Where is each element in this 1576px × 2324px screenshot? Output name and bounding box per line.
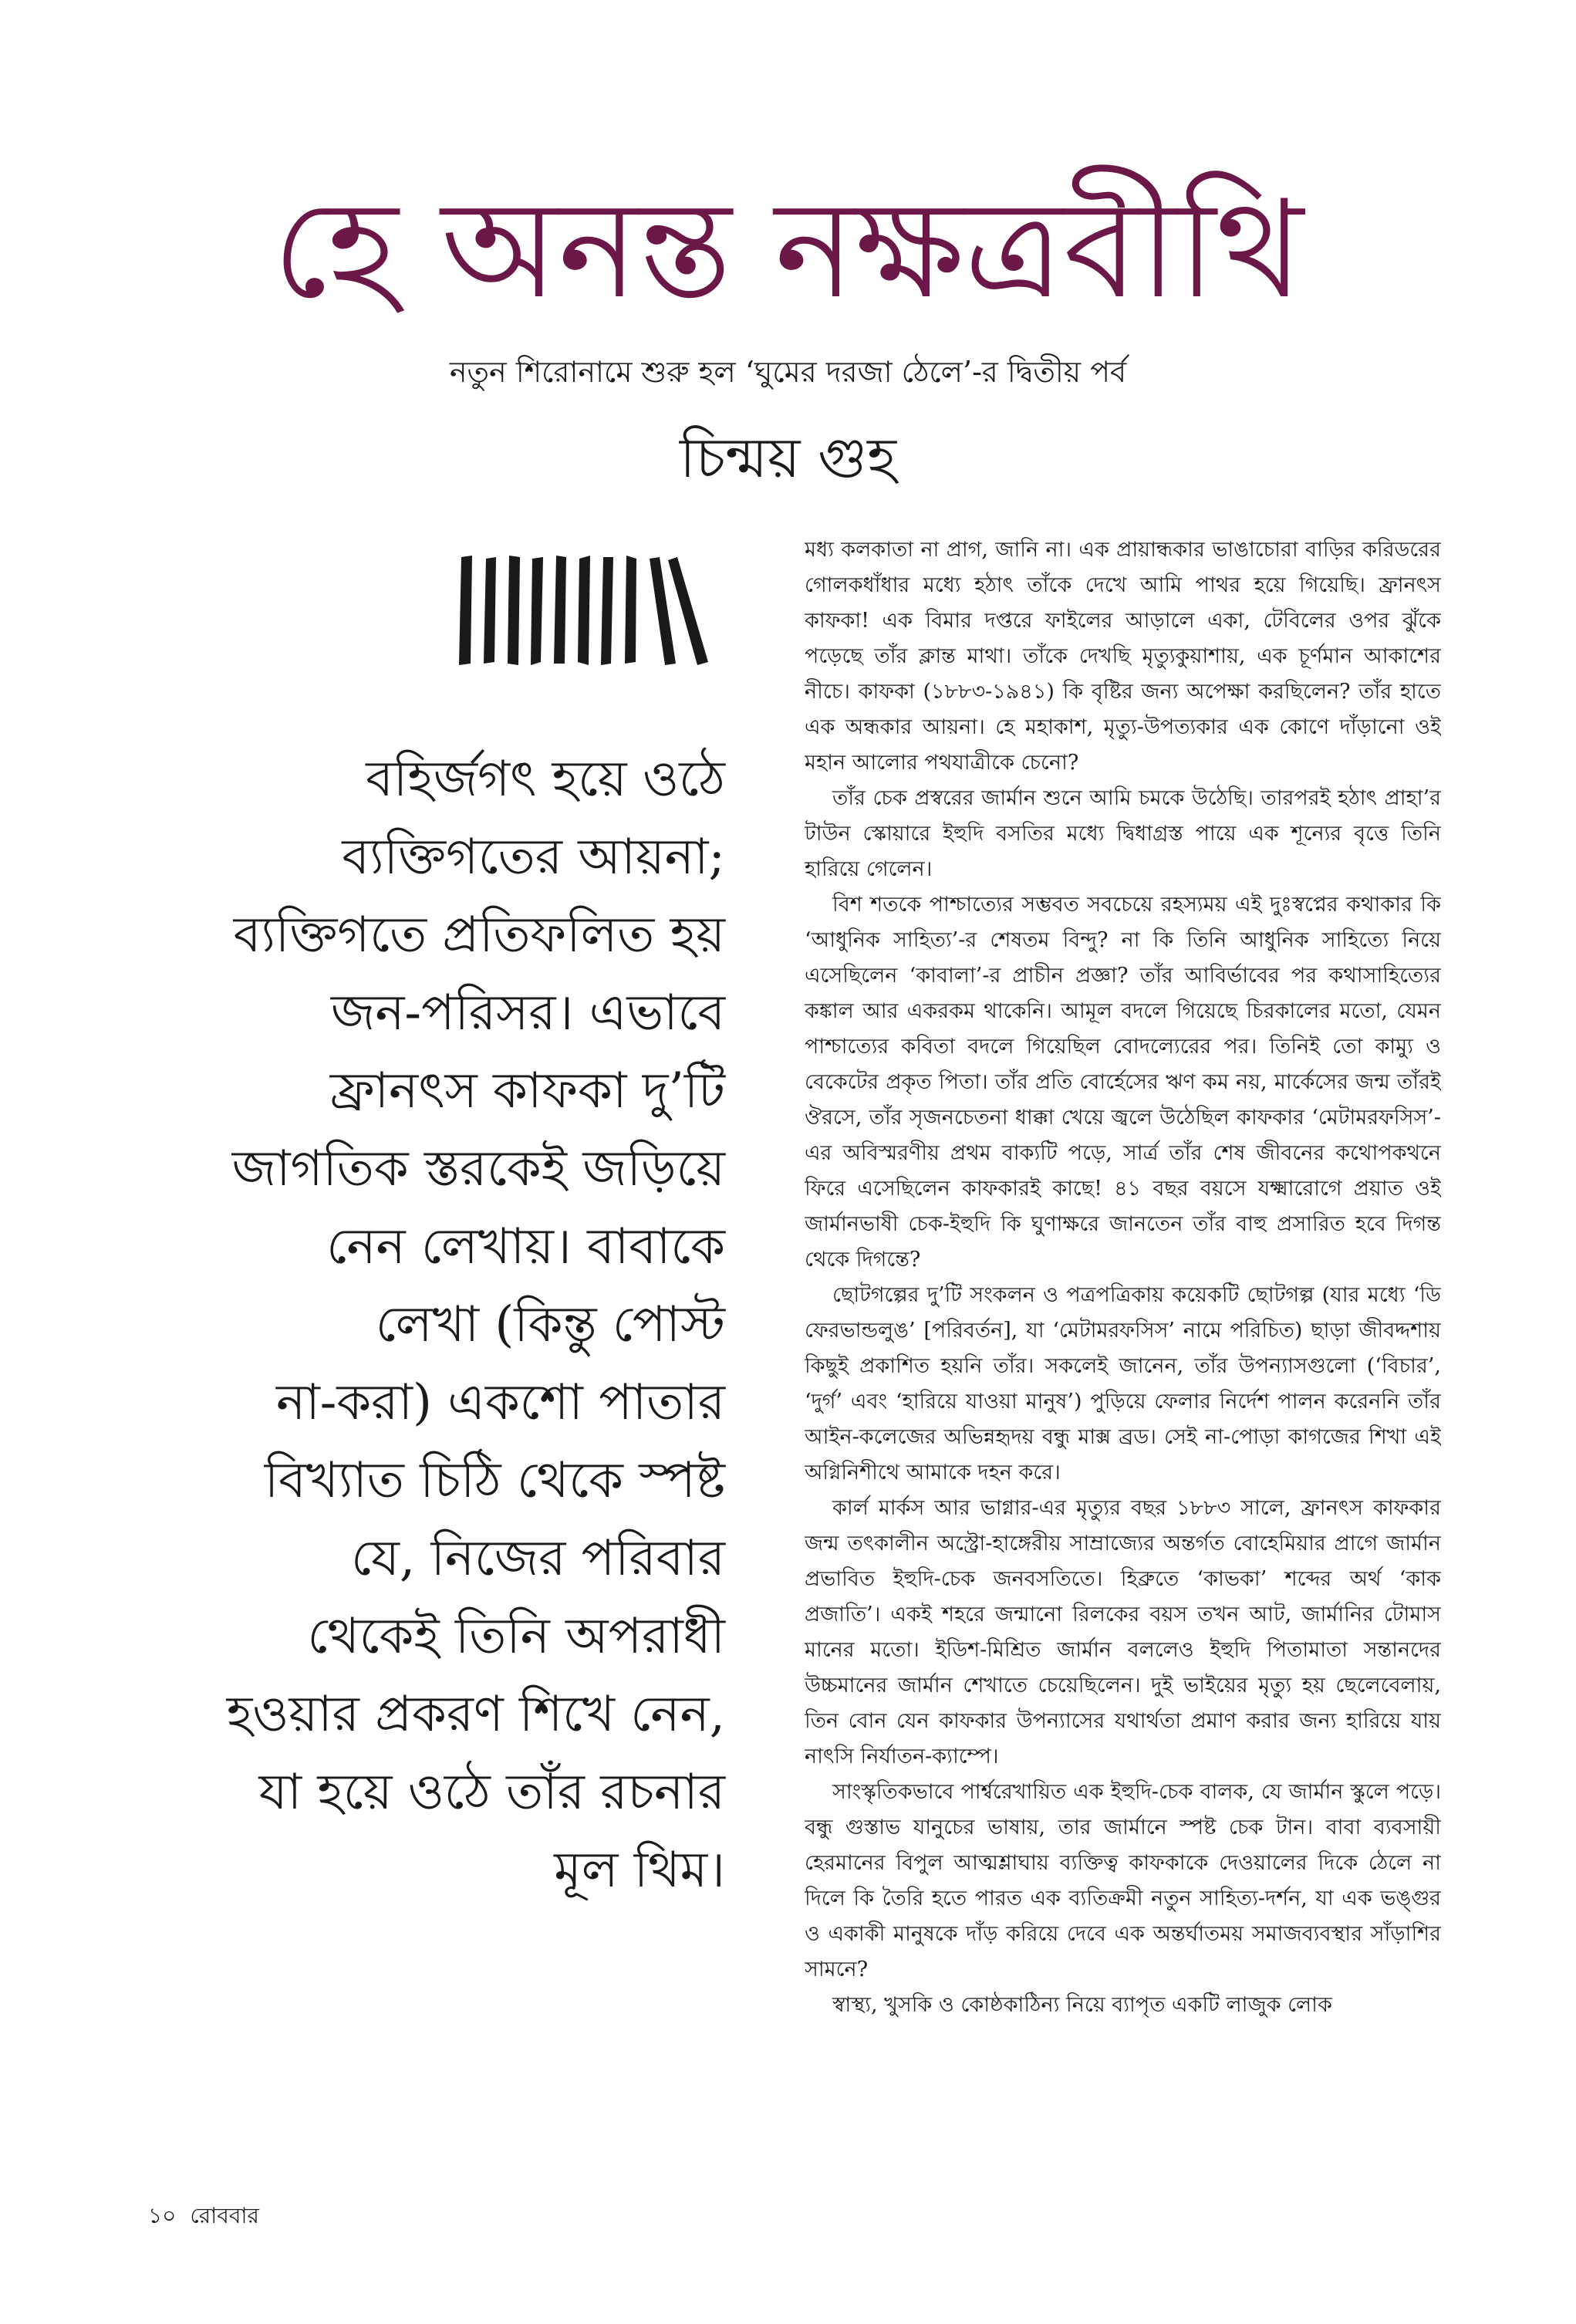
publication-name: রোববার <box>190 2203 259 2228</box>
page-footer <box>148 2201 273 2231</box>
pull-quote-line: ব্যক্তিগতের আয়না; <box>342 829 725 886</box>
pull-quote-line: যা হয়ে ওঠে তাঁর রচনার <box>258 1764 725 1821</box>
body-paragraph: মধ্য কলকাতা না প্রাগ, জানি না। এক প্রায়ান্ধকার ভাঙাচোরা বাড়ির করিডরের গোলকধাঁধার মধ্যে হঠাৎ তাঁকে দেখে আমি পাথর হয়ে গিয়েছি। ফ্রানৎস কাফকা! এক বিমার দপ্তরে ফাইলের আড়ালে একা, টেবিলের ওপর ঝুঁকে পড়েছে তাঁর ক্লান্ত মাথা। তাঁকে দেখছি মৃত্যুকুয়াশায়, এক চূর্ণমান আকাশের নীচে। কাফকা (১৮৮৩-১৯৪১) কি বৃষ্টির জন্য অপেক্ষা করছিলেন? তাঁর হাতে এক অন্ধকার আয়না। হে মহাকাশ, মৃত্যু-উপত্যকার এক কোণে দাঁড়ানো ওই মহান আলোর পথযাত্রীকে চেনো? <box>805 538 1441 775</box>
pull-quote-line: না-করা) একশো পাতার <box>276 1374 725 1431</box>
body-paragraph: ছোটগল্পের দু’টি সংকলন ও পত্রপত্রিকায় কয়েকটি ছোটগল্প (যার মধ্যে ‘ডি ফেরভান্ডলুঙ’ [পরিবর্তন], যা ‘মেটামরফসিস’ নামে পরিচিত) ছাড়া জীবদ্দশায় কিছুই প্রকাশিত হয়নি তাঁর। সকলেই জানেন, তাঁর উপন্যাসগুলো (‘বিচার’, ‘দুর্গ’ এবং ‘হারিয়ে যাওয়া মানুষ’) পুড়িয়ে ফেলার নির্দেশ পালন করেননি তাঁর আইন-কলেজের অভিন্নহৃদয় বন্ধু মাক্স ব্রড। সেই না-পোড়া কাগজের শিখা এই অগ্নিনিশীথে আমাকে দহন করে। <box>805 1283 1441 1485</box>
pull-quote-line: লেখা (কিন্তু পোস্ট <box>375 1296 725 1353</box>
ornament-strokes-icon <box>447 548 717 671</box>
byline: চিন্ময় গুহ <box>680 425 896 490</box>
body-paragraph: তাঁর চেক প্রস্বরের জার্মান শুনে আমি চমকে উঠেছি। তারপরই হঠাৎ প্রাহা’র টাউন স্কোয়ারে ইহুদি বসতির মধ্যে দ্বিধাগ্রস্ত পায়ে এক শূন্যের বৃত্তে তিনি হারিয়ে গেলেন। <box>805 786 1441 881</box>
pull-quote-line: বহির্জগৎ হয়ে ওঠে <box>366 751 725 808</box>
body-paragraph: সাংস্কৃতিকভাবে পার্শ্বরেখায়িত এক ইহুদি-চেক বালক, যে জার্মান স্কুলে পড়ে। বন্ধু গুস্তাভ যানুচের ভাষায়, তার জার্মানে স্পষ্ট চেক টান। বাবা ব্যবসায়ী হেরমানের বিপুল আত্মশ্লাঘায় ব্যক্তিত্ব কাফকাকে দেওয়ালের দিকে ঠেলে না দিলে কি তৈরি হতে পারত এক ব্যতিক্রমী নতুন সাহিত্য-দর্শন, যা এক ভঙ্গুর ও একাকী মানুষকে দাঁড় করিয়ে দেবে এক অন্তর্ঘাতময় সমাজব্যবস্থার সাঁড়াশির সামনে? <box>805 1780 1441 1981</box>
pull-quote-line: নেন লেখায়। বাবাকে <box>326 1218 725 1275</box>
pull-quote-line: থেকেই তিনি অপরাধী <box>307 1608 725 1665</box>
pull-quote-line: ব্যক্তিগতে প্রতিফলিত হয় <box>233 907 725 964</box>
pull-quote-line: জন-পরিসর। এভাবে <box>330 985 725 1042</box>
subtitle: নতুন শিরোনামে শুরু হল ‘ঘুমের দরজা ঠেলে’-র দ্বিতীয় পর্ব <box>449 355 1127 389</box>
pull-quote-line: হওয়ার প্রকরণ শিখে নেন, <box>226 1686 725 1743</box>
headline: হে অনন্ত নক্ষত্রবীথি <box>272 172 1304 329</box>
body-paragraph: বিশ শতকে পাশ্চাত্যের সম্ভবত সবচেয়ে রহস্যময় এই দুঃস্বপ্নের কথাকার কি ‘আধুনিক সাহিত্য’-র শেষতম বিন্দু? না কি তিনি আধুনিক সাহিত্যে নিয়ে এসেছিলেন ‘কাবালা’-র প্রাচীন প্রজ্ঞা? তাঁর আবির্ভাবের পর কথাসাহিত্যের কঙ্কাল আর একরকম থাকেনি। আমূল বদলে গিয়েছে চিরকালের মতো, যেমন পাশ্চাত্যের কবিতা বদলে গিয়েছিল বোদল্যেরের পর। তিনিই তো কাম্যু ও বেকেটের প্রকৃত পিতা। তাঁর প্রতি বোর্হেসের ঋণ কম নয়, মার্কেসের জন্ম তাঁরই ঔরসে, তাঁর সৃজনচেতনা ধাক্কা খেয়ে জ্বলে উঠেছিল কাফকার ‘মেটামরফসিস’-এর অবিস্মরণীয় প্রথম বাক্যটি পড়ে, সার্ত্র তাঁর শেষ জীবনের কথোপকথনে ফিরে এসেছিলেন কাফকারই কাছে! ৪১ বছর বয়সে যক্ষ্মারোগে প্রয়াত ওই জার্মানভাষী চেক-ইহুদি কি ঘুণাক্ষরে জানতেন তাঁর বাহু প্রসারিত হবে দিগন্ত থেকে দিগন্তে? <box>805 893 1441 1272</box>
pull-quote <box>139 741 725 1910</box>
pull-quote-line: জাগতিক স্তরকেই জড়িয়ে <box>231 1140 725 1197</box>
page-number: ১০ <box>148 2203 177 2228</box>
pull-quote-line: ফ্রানৎস কাফকা দু’টি <box>329 1062 725 1120</box>
body-paragraph: স্বাস্থ্য, খুসকি ও কোষ্ঠকাঠিন্য নিয়ে ব্যাপৃত একটি লাজুক লোক <box>832 1993 1332 2017</box>
body-paragraph: কার্ল মার্কস আর ভাগ্নার-এর মৃত্যুর বছর ১৮৮৩ সালে, ফ্রানৎস কাফকার জন্ম তৎকালীন অস্ট্রো-হাঙ্গেরীয় সাম্রাজ্যের অন্তর্গত বোহেমিয়ার প্রাগে জার্মান প্রভাবিত ইহুদি-চেক জনবসতিতে। হিব্রুতে ‘কাভকা’ শব্দের অর্থ ‘কাক প্রজাতি’। একই শহরে জন্মানো রিলকের বয়স তখন আট, জার্মানির টোমাস মানের মতো। ইডিশ-মিশ্রিত জার্মান বললেও ইহুদি পিতামাতা সন্তানদের উচ্চমানের জার্মান শেখাতে চেয়েছিলেন। দুই ভাইয়ের মৃত্যু হয় ছেলেবেলায়, তিন বোন যেন কাফকার উপন্যাসের যথার্থতা প্রমাণ করার জন্য হারিয়ে যায় নাৎসি নির্যাতন-ক্যাম্পে। <box>805 1496 1441 1768</box>
pull-quote-line: যে, নিজের পরিবার <box>351 1530 725 1587</box>
pull-quote-line: মূল থিম। <box>554 1842 725 1899</box>
article-body <box>805 532 1441 2195</box>
pull-quote-line: বিখ্যাত চিঠি থেকে স্পষ্ট <box>264 1452 725 1509</box>
